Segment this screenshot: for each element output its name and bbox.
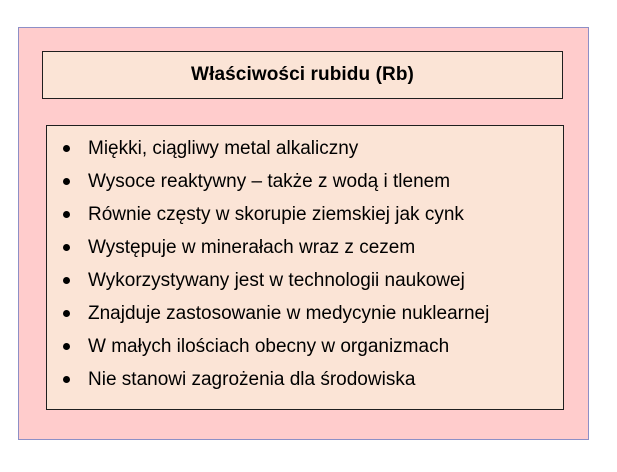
title: Właściwości rubidu (Rb) [191, 64, 414, 85]
properties-list [47, 132, 563, 396]
properties-box [46, 125, 564, 410]
bullet-icon [63, 178, 70, 185]
list-item-text: Znajduje zastosowanie w medycynie nuklearnej [88, 303, 490, 324]
title-box [42, 51, 563, 99]
list-item [47, 165, 563, 198]
list-item-text: Występuje w minerałach wraz z cezem [88, 237, 416, 258]
list-item [47, 132, 563, 165]
list-item [47, 264, 563, 297]
bullet-icon [63, 310, 70, 317]
bullet-icon [63, 145, 70, 152]
bullet-icon [63, 277, 70, 284]
bullet-icon [63, 376, 70, 383]
list-item-text: Miękki, ciągliwy metal alkaliczny [88, 138, 359, 159]
list-item [47, 198, 563, 231]
bullet-icon [63, 343, 70, 350]
list-item-text: Nie stanowi zagrożenia dla środowiska [88, 369, 416, 390]
list-item [47, 231, 563, 264]
list-item-text: Równie częsty w skorupie ziemskiej jak cynk [88, 204, 464, 225]
list-item-text: Wysoce reaktywny – także z wodą i tlenem [88, 171, 451, 192]
bullet-icon [63, 244, 70, 251]
list-item-text: W małych ilościach obecny w organizmach [88, 336, 450, 357]
list-item [47, 363, 563, 396]
list-item [47, 330, 563, 363]
list-item [47, 297, 563, 330]
list-item-text: Wykorzystywany jest w technologii naukowej [88, 270, 465, 291]
bullet-icon [63, 211, 70, 218]
